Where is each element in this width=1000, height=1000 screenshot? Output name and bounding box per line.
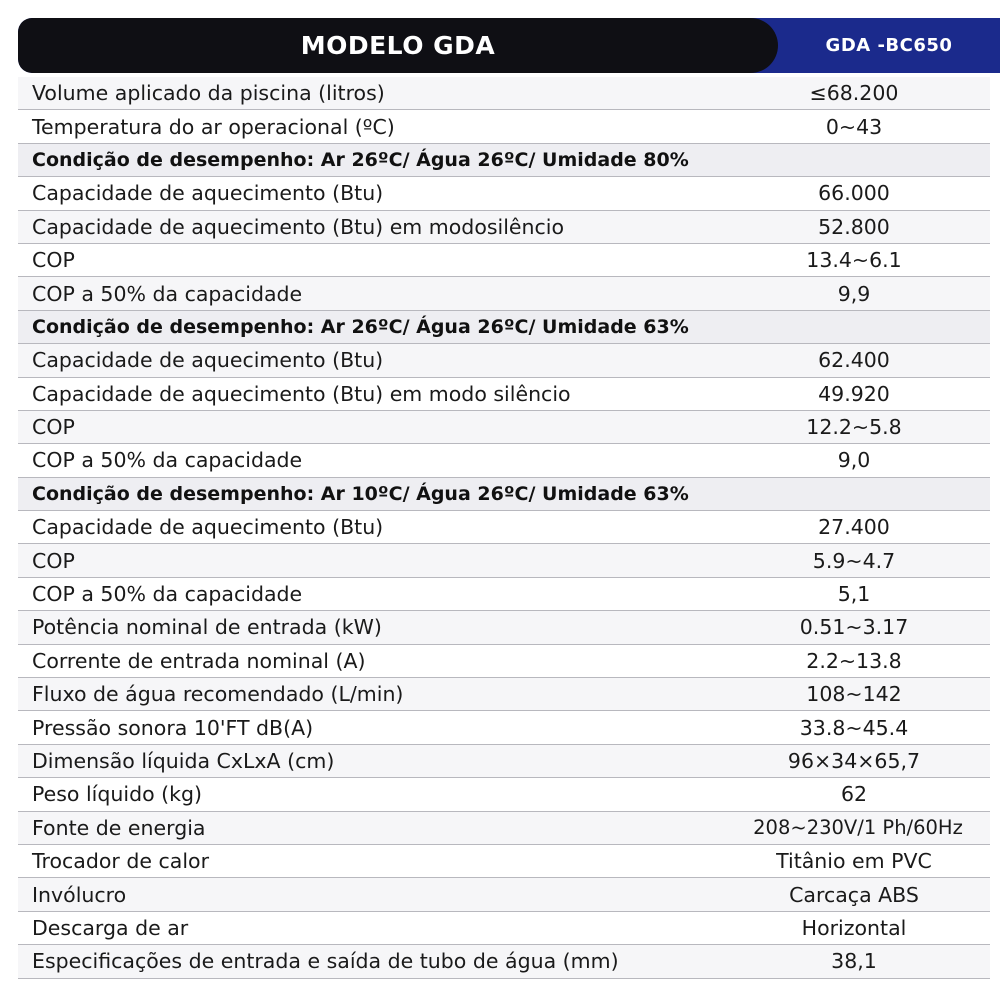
spec-label: Dimensão líquida CxLxA (cm): [32, 749, 335, 773]
spec-label: COP: [32, 548, 75, 573]
spec-value: 9,0: [837, 448, 871, 473]
spec-row: [18, 511, 990, 544]
spec-value: 33.8~45.4: [799, 715, 909, 740]
spec-label: Capacidade de aquecimento (Btu): [32, 348, 384, 373]
spec-label: Invólucro: [32, 882, 127, 907]
spec-label: COP: [32, 415, 75, 440]
spec-row: [18, 244, 990, 277]
spec-label: Capacidade de aquecimento (Btu) em modo silêncio: [32, 381, 571, 406]
spec-row: [18, 678, 990, 711]
spec-value: 13.4~6.1: [806, 248, 902, 273]
spec-value: 27.400: [818, 515, 890, 540]
spec-row: [18, 745, 990, 778]
spec-row: [18, 177, 990, 210]
spec-table-body: [18, 77, 990, 979]
spec-value: 9,9: [837, 281, 871, 306]
spec-value: 96×34×65,7: [787, 749, 921, 773]
spec-value: 38,1: [831, 949, 877, 974]
spec-sheet: [0, 18, 1000, 1000]
spec-value: 49.920: [818, 381, 890, 406]
section-header-row: [18, 144, 990, 177]
spec-value: 0.51~3.17: [799, 615, 909, 640]
spec-value: Carcaça ABS: [789, 882, 919, 907]
spec-row: [18, 344, 990, 377]
spec-value: 2.2~13.8: [806, 648, 902, 673]
spec-row: [18, 378, 990, 411]
spec-label: COP a 50% da capacidade: [32, 448, 303, 473]
spec-label: Temperatura do ar operacional (ºC): [32, 114, 395, 139]
header-title-cell: [18, 18, 778, 73]
section-header-row: [18, 311, 990, 344]
spec-row: [18, 277, 990, 310]
spec-value: 208~230V/1 Ph/60Hz: [753, 816, 963, 840]
spec-value: 66.000: [818, 181, 890, 206]
spec-label: COP a 50% da capacidade: [32, 281, 303, 306]
spec-row: [18, 711, 990, 744]
spec-row: [18, 578, 990, 611]
spec-value: 62.400: [818, 348, 890, 373]
spec-row: [18, 77, 990, 110]
spec-label: Especificações de entrada e saída de tubo de água (mm): [32, 949, 619, 974]
spec-row: [18, 912, 990, 945]
spec-value: 5.9~4.7: [812, 548, 896, 573]
spec-table-header: [18, 18, 1000, 73]
spec-row: [18, 945, 990, 978]
spec-row: [18, 411, 990, 444]
header-model: GDA -BC650: [825, 35, 953, 56]
spec-label: COP a 50% da capacidade: [32, 582, 303, 607]
spec-value: 108~142: [806, 682, 902, 707]
spec-label: Fluxo de água recomendado (L/min): [32, 682, 404, 707]
spec-value: 12.2~5.8: [806, 415, 902, 440]
spec-row: [18, 611, 990, 644]
section-header-row: [18, 478, 990, 511]
spec-value: 52.800: [818, 214, 890, 239]
spec-value: Titânio em PVC: [776, 849, 932, 874]
spec-row: [18, 845, 990, 878]
section-header-label: Condição de desempenho: Ar 10ºC/ Água 26ºC/ Umidade 63%: [32, 482, 689, 505]
spec-row: [18, 778, 990, 811]
spec-row: [18, 878, 990, 911]
spec-label: Capacidade de aquecimento (Btu): [32, 181, 384, 206]
spec-label: Fonte de energia: [32, 815, 206, 840]
spec-value: 0~43: [825, 114, 883, 139]
spec-label: Pressão sonora 10'FT dB(A): [32, 715, 314, 740]
header-title: MODELO GDA: [300, 31, 496, 60]
spec-row: [18, 110, 990, 143]
spec-value: 5,1: [837, 582, 871, 607]
spec-label: Trocador de calor: [32, 849, 210, 874]
spec-value: Horizontal: [801, 915, 907, 940]
section-header-label: Condição de desempenho: Ar 26ºC/ Água 26ºC/ Umidade 63%: [32, 315, 689, 338]
spec-label: COP: [32, 248, 75, 273]
spec-label: Capacidade de aquecimento (Btu): [32, 515, 384, 540]
section-header-label: Condição de desempenho: Ar 26ºC/ Água 26ºC/ Umidade 80%: [32, 148, 689, 171]
spec-label: Corrente de entrada nominal (A): [32, 648, 366, 673]
spec-value: ≤68.200: [809, 81, 899, 106]
spec-row: [18, 645, 990, 678]
header-model-cell: [778, 18, 1000, 73]
spec-row: [18, 211, 990, 244]
spec-row: [18, 544, 990, 577]
spec-value: 62: [840, 782, 868, 807]
spec-label: Volume aplicado da piscina (litros): [32, 81, 385, 106]
spec-label: Descarga de ar: [32, 915, 189, 940]
spec-row: [18, 812, 990, 845]
spec-label: Peso líquido (kg): [32, 782, 203, 807]
spec-label: Potência nominal de entrada (kW): [32, 615, 382, 640]
spec-row: [18, 444, 990, 477]
spec-label: Capacidade de aquecimento (Btu) em modosilêncio: [32, 214, 565, 239]
